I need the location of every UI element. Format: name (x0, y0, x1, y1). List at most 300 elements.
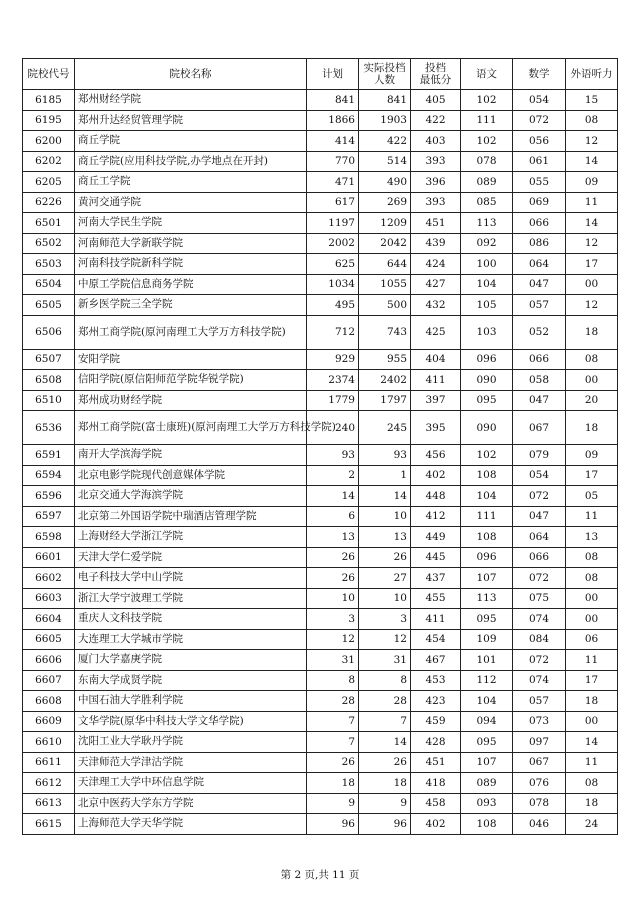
cell-math: 057 (513, 295, 566, 316)
cell-listening: 09 (566, 172, 618, 193)
cell-code: 6510 (23, 390, 75, 411)
cell-name: 天津师范大学津沽学院 (75, 752, 307, 773)
cell-plan: 96 (307, 814, 359, 835)
cell-code: 6505 (23, 295, 75, 316)
cell-min-score: 405 (411, 90, 461, 111)
cell-plan: 18 (307, 773, 359, 794)
cell-listening: 14 (566, 732, 618, 753)
cell-listening: 18 (566, 411, 618, 445)
cell-math: 057 (513, 691, 566, 712)
cell-actual: 269 (359, 192, 411, 213)
cell-name: 厦门大学嘉庚学院 (75, 650, 307, 671)
header-code: 院校代号 (23, 59, 75, 90)
cell-listening: 17 (566, 465, 618, 486)
cell-min-score: 423 (411, 691, 461, 712)
cell-math: 058 (513, 370, 566, 391)
cell-min-score: 453 (411, 670, 461, 691)
cell-listening: 05 (566, 486, 618, 507)
cell-math: 075 (513, 588, 566, 609)
cell-math: 076 (513, 773, 566, 794)
cell-name: 大连理工大学城市学院 (75, 629, 307, 650)
cell-math: 052 (513, 315, 566, 349)
cell-actual: 422 (359, 131, 411, 152)
cell-chinese: 101 (461, 650, 513, 671)
cell-code: 6504 (23, 274, 75, 295)
cell-min-score: 396 (411, 172, 461, 193)
cell-min-score: 448 (411, 486, 461, 507)
cell-name: 上海财经大学浙江学院 (75, 527, 307, 548)
cell-math: 064 (513, 527, 566, 548)
cell-actual: 26 (359, 752, 411, 773)
cell-listening: 11 (566, 650, 618, 671)
cell-math: 047 (513, 390, 566, 411)
cell-actual: 26 (359, 547, 411, 568)
cell-min-score: 397 (411, 390, 461, 411)
cell-name: 北京中医药大学东方学院 (75, 793, 307, 814)
table-row (23, 711, 618, 732)
cell-min-score: 454 (411, 629, 461, 650)
cell-plan: 6 (307, 506, 359, 527)
cell-plan: 841 (307, 90, 359, 111)
cell-actual: 841 (359, 90, 411, 111)
cell-plan: 2 (307, 465, 359, 486)
cell-plan: 2374 (307, 370, 359, 391)
cell-chinese: 108 (461, 814, 513, 835)
cell-actual: 1209 (359, 213, 411, 234)
cell-actual: 1903 (359, 110, 411, 131)
cell-code: 6591 (23, 445, 75, 466)
cell-code: 6610 (23, 732, 75, 753)
cell-math: 072 (513, 486, 566, 507)
cell-actual: 12 (359, 629, 411, 650)
admission-table (22, 58, 618, 835)
cell-listening: 08 (566, 349, 618, 370)
cell-actual: 3 (359, 609, 411, 630)
cell-min-score: 456 (411, 445, 461, 466)
cell-listening: 13 (566, 527, 618, 548)
cell-chinese: 113 (461, 213, 513, 234)
cell-math: 067 (513, 411, 566, 445)
cell-name: 商丘学院(应用科技学院,办学地点在开封) (75, 151, 307, 172)
cell-chinese: 100 (461, 254, 513, 275)
table-row (23, 814, 618, 835)
table-row (23, 390, 618, 411)
cell-math: 097 (513, 732, 566, 753)
cell-code: 6605 (23, 629, 75, 650)
cell-name: 天津理工大学中环信息学院 (75, 773, 307, 794)
cell-chinese: 089 (461, 172, 513, 193)
cell-actual: 500 (359, 295, 411, 316)
cell-min-score: 393 (411, 151, 461, 172)
header-math: 数学 (513, 59, 566, 90)
cell-code: 6609 (23, 711, 75, 732)
table-row (23, 752, 618, 773)
cell-code: 6508 (23, 370, 75, 391)
cell-min-score: 412 (411, 506, 461, 527)
header-actual (359, 59, 411, 90)
table-row (23, 732, 618, 753)
cell-listening: 00 (566, 588, 618, 609)
cell-chinese: 107 (461, 752, 513, 773)
cell-actual: 1 (359, 465, 411, 486)
cell-name: 郑州成功财经学院 (75, 390, 307, 411)
cell-name: 黄河交通学院 (75, 192, 307, 213)
cell-chinese: 108 (461, 465, 513, 486)
cell-chinese: 095 (461, 390, 513, 411)
table-row (23, 233, 618, 254)
cell-code: 6507 (23, 349, 75, 370)
cell-plan: 93 (307, 445, 359, 466)
cell-plan: 26 (307, 568, 359, 589)
cell-code: 6597 (23, 506, 75, 527)
cell-min-score: 404 (411, 349, 461, 370)
cell-min-score: 427 (411, 274, 461, 295)
cell-plan: 28 (307, 691, 359, 712)
cell-actual: 14 (359, 486, 411, 507)
cell-min-score: 411 (411, 370, 461, 391)
table-row (23, 527, 618, 548)
cell-min-score: 451 (411, 213, 461, 234)
table-row (23, 151, 618, 172)
cell-chinese: 089 (461, 773, 513, 794)
table-row (23, 349, 618, 370)
cell-math: 086 (513, 233, 566, 254)
table-row (23, 691, 618, 712)
header-min-line2: 最低分 (419, 74, 452, 86)
cell-actual: 644 (359, 254, 411, 275)
header-actual-line2: 人数 (374, 74, 395, 86)
cell-chinese: 111 (461, 506, 513, 527)
cell-code: 6608 (23, 691, 75, 712)
cell-name: 郑州工商学院(富士康班)(原河南理工大学万方科技学院) (75, 411, 307, 445)
cell-code: 6202 (23, 151, 75, 172)
cell-min-score: 402 (411, 465, 461, 486)
cell-chinese: 104 (461, 486, 513, 507)
cell-min-score: 403 (411, 131, 461, 152)
cell-name: 河南大学民生学院 (75, 213, 307, 234)
cell-code: 6611 (23, 752, 75, 773)
cell-code: 6185 (23, 90, 75, 111)
cell-listening: 11 (566, 752, 618, 773)
cell-actual: 514 (359, 151, 411, 172)
cell-name: 中原工学院信息商务学院 (75, 274, 307, 295)
cell-actual: 14 (359, 732, 411, 753)
cell-plan: 3 (307, 609, 359, 630)
cell-chinese: 102 (461, 445, 513, 466)
table-row (23, 568, 618, 589)
table-row (23, 254, 618, 275)
cell-listening: 15 (566, 90, 618, 111)
cell-actual: 18 (359, 773, 411, 794)
header-min-score (411, 59, 461, 90)
cell-name: 郑州财经学院 (75, 90, 307, 111)
cell-name: 郑州升达经贸管理学院 (75, 110, 307, 131)
cell-name: 南开大学滨海学院 (75, 445, 307, 466)
cell-actual: 7 (359, 711, 411, 732)
cell-listening: 09 (566, 445, 618, 466)
cell-code: 6501 (23, 213, 75, 234)
cell-plan: 240 (307, 411, 359, 445)
cell-plan: 7 (307, 732, 359, 753)
cell-listening: 06 (566, 629, 618, 650)
cell-math: 072 (513, 568, 566, 589)
cell-plan: 929 (307, 349, 359, 370)
cell-actual: 31 (359, 650, 411, 671)
cell-name: 天津大学仁爱学院 (75, 547, 307, 568)
cell-listening: 14 (566, 213, 618, 234)
table-row (23, 445, 618, 466)
cell-chinese: 092 (461, 233, 513, 254)
cell-actual: 27 (359, 568, 411, 589)
table-row (23, 506, 618, 527)
table-row (23, 192, 618, 213)
cell-min-score: 424 (411, 254, 461, 275)
cell-chinese: 105 (461, 295, 513, 316)
cell-math: 069 (513, 192, 566, 213)
cell-actual: 1797 (359, 390, 411, 411)
header-chinese: 语文 (461, 59, 513, 90)
cell-plan: 1197 (307, 213, 359, 234)
cell-listening: 00 (566, 711, 618, 732)
cell-listening: 08 (566, 773, 618, 794)
cell-plan: 1866 (307, 110, 359, 131)
cell-name: 河南师范大学新联学院 (75, 233, 307, 254)
cell-listening: 08 (566, 110, 618, 131)
cell-math: 061 (513, 151, 566, 172)
cell-name: 东南大学成贤学院 (75, 670, 307, 691)
cell-code: 6506 (23, 315, 75, 349)
cell-math: 074 (513, 670, 566, 691)
cell-min-score: 425 (411, 315, 461, 349)
cell-actual: 28 (359, 691, 411, 712)
cell-code: 6536 (23, 411, 75, 445)
cell-chinese: 095 (461, 609, 513, 630)
cell-listening: 18 (566, 691, 618, 712)
cell-name: 商丘工学院 (75, 172, 307, 193)
cell-code: 6613 (23, 793, 75, 814)
cell-name: 河南科技学院新科学院 (75, 254, 307, 275)
table-row (23, 172, 618, 193)
cell-listening: 12 (566, 295, 618, 316)
cell-code: 6598 (23, 527, 75, 548)
cell-math: 046 (513, 814, 566, 835)
table-row (23, 295, 618, 316)
cell-chinese: 103 (461, 315, 513, 349)
cell-name: 安阳学院 (75, 349, 307, 370)
table-row (23, 315, 618, 349)
table-row (23, 547, 618, 568)
cell-plan: 26 (307, 547, 359, 568)
table-row (23, 110, 618, 131)
cell-math: 072 (513, 110, 566, 131)
cell-listening: 20 (566, 390, 618, 411)
cell-name: 沈阳工业大学耿丹学院 (75, 732, 307, 753)
cell-math: 066 (513, 213, 566, 234)
cell-math: 054 (513, 465, 566, 486)
cell-math: 078 (513, 793, 566, 814)
cell-name: 新乡医学院三全学院 (75, 295, 307, 316)
cell-listening: 11 (566, 192, 618, 213)
cell-name: 重庆人文科技学院 (75, 609, 307, 630)
cell-math: 072 (513, 650, 566, 671)
cell-actual: 2402 (359, 370, 411, 391)
cell-math: 066 (513, 349, 566, 370)
cell-chinese: 108 (461, 527, 513, 548)
cell-plan: 8 (307, 670, 359, 691)
table-row (23, 90, 618, 111)
cell-chinese: 107 (461, 568, 513, 589)
cell-plan: 414 (307, 131, 359, 152)
cell-chinese: 096 (461, 349, 513, 370)
cell-chinese: 090 (461, 370, 513, 391)
cell-plan: 7 (307, 711, 359, 732)
cell-name: 郑州工商学院(原河南理工大学万方科技学院) (75, 315, 307, 349)
cell-min-score: 418 (411, 773, 461, 794)
cell-actual: 1055 (359, 274, 411, 295)
cell-name: 北京交通大学海滨学院 (75, 486, 307, 507)
cell-chinese: 102 (461, 90, 513, 111)
cell-min-score: 393 (411, 192, 461, 213)
table-row (23, 465, 618, 486)
cell-code: 6601 (23, 547, 75, 568)
cell-name: 文华学院(原华中科技大学文华学院) (75, 711, 307, 732)
cell-actual: 2042 (359, 233, 411, 254)
cell-name: 上海师范大学天华学院 (75, 814, 307, 835)
cell-min-score: 411 (411, 609, 461, 630)
cell-chinese: 112 (461, 670, 513, 691)
cell-min-score: 422 (411, 110, 461, 131)
cell-plan: 26 (307, 752, 359, 773)
cell-code: 6226 (23, 192, 75, 213)
cell-actual: 13 (359, 527, 411, 548)
cell-code: 6205 (23, 172, 75, 193)
cell-actual: 93 (359, 445, 411, 466)
cell-listening: 14 (566, 151, 618, 172)
cell-chinese: 109 (461, 629, 513, 650)
cell-plan: 471 (307, 172, 359, 193)
page-footer: 第 2 页,共 11 页 (280, 869, 360, 881)
cell-chinese: 102 (461, 131, 513, 152)
cell-min-score: 449 (411, 527, 461, 548)
cell-plan: 9 (307, 793, 359, 814)
cell-actual: 490 (359, 172, 411, 193)
table-row (23, 670, 618, 691)
cell-plan: 14 (307, 486, 359, 507)
table-row (23, 486, 618, 507)
cell-math: 067 (513, 752, 566, 773)
cell-min-score: 437 (411, 568, 461, 589)
cell-min-score: 402 (411, 814, 461, 835)
header-name: 院校名称 (75, 59, 307, 90)
cell-listening: 12 (566, 233, 618, 254)
table-row (23, 274, 618, 295)
cell-math: 055 (513, 172, 566, 193)
cell-plan: 10 (307, 588, 359, 609)
cell-name: 北京第二外国语学院中瑞酒店管理学院 (75, 506, 307, 527)
cell-listening: 18 (566, 315, 618, 349)
cell-chinese: 094 (461, 711, 513, 732)
cell-chinese: 113 (461, 588, 513, 609)
cell-chinese: 090 (461, 411, 513, 445)
cell-min-score: 439 (411, 233, 461, 254)
cell-name: 电子科技大学中山学院 (75, 568, 307, 589)
cell-code: 6596 (23, 486, 75, 507)
cell-actual: 8 (359, 670, 411, 691)
cell-chinese: 085 (461, 192, 513, 213)
table-row (23, 773, 618, 794)
cell-plan: 617 (307, 192, 359, 213)
table-row (23, 411, 618, 445)
cell-plan: 12 (307, 629, 359, 650)
table-body (23, 90, 618, 835)
cell-plan: 31 (307, 650, 359, 671)
table-row (23, 213, 618, 234)
cell-actual: 743 (359, 315, 411, 349)
cell-min-score: 432 (411, 295, 461, 316)
header-plan: 计划 (307, 59, 359, 90)
cell-name: 商丘学院 (75, 131, 307, 152)
table-row (23, 370, 618, 391)
table-row (23, 131, 618, 152)
cell-min-score: 451 (411, 752, 461, 773)
cell-math: 074 (513, 609, 566, 630)
cell-math: 066 (513, 547, 566, 568)
cell-math: 079 (513, 445, 566, 466)
cell-listening: 00 (566, 370, 618, 391)
cell-listening: 08 (566, 568, 618, 589)
cell-min-score: 428 (411, 732, 461, 753)
cell-actual: 96 (359, 814, 411, 835)
cell-listening: 17 (566, 254, 618, 275)
cell-code: 6612 (23, 773, 75, 794)
table-row (23, 609, 618, 630)
cell-math: 084 (513, 629, 566, 650)
cell-math: 047 (513, 274, 566, 295)
cell-min-score: 467 (411, 650, 461, 671)
cell-plan: 770 (307, 151, 359, 172)
cell-listening: 18 (566, 793, 618, 814)
cell-code: 6606 (23, 650, 75, 671)
cell-listening: 12 (566, 131, 618, 152)
cell-min-score: 459 (411, 711, 461, 732)
header-listening: 外语听力 (566, 59, 618, 90)
cell-code: 6602 (23, 568, 75, 589)
cell-code: 6195 (23, 110, 75, 131)
cell-name: 北京电影学院现代创意媒体学院 (75, 465, 307, 486)
header-actual-line1: 实际投档 (363, 62, 406, 74)
cell-plan: 1779 (307, 390, 359, 411)
cell-plan: 1034 (307, 274, 359, 295)
cell-listening: 00 (566, 274, 618, 295)
cell-actual: 10 (359, 588, 411, 609)
cell-actual: 9 (359, 793, 411, 814)
cell-listening: 00 (566, 609, 618, 630)
cell-chinese: 111 (461, 110, 513, 131)
table-row (23, 650, 618, 671)
cell-plan: 2002 (307, 233, 359, 254)
cell-plan: 712 (307, 315, 359, 349)
cell-name: 中国石油大学胜利学院 (75, 691, 307, 712)
cell-math: 054 (513, 90, 566, 111)
table-row (23, 793, 618, 814)
cell-code: 6607 (23, 670, 75, 691)
cell-math: 056 (513, 131, 566, 152)
table-row (23, 629, 618, 650)
cell-chinese: 104 (461, 691, 513, 712)
cell-math: 047 (513, 506, 566, 527)
cell-code: 6615 (23, 814, 75, 835)
cell-listening: 17 (566, 670, 618, 691)
